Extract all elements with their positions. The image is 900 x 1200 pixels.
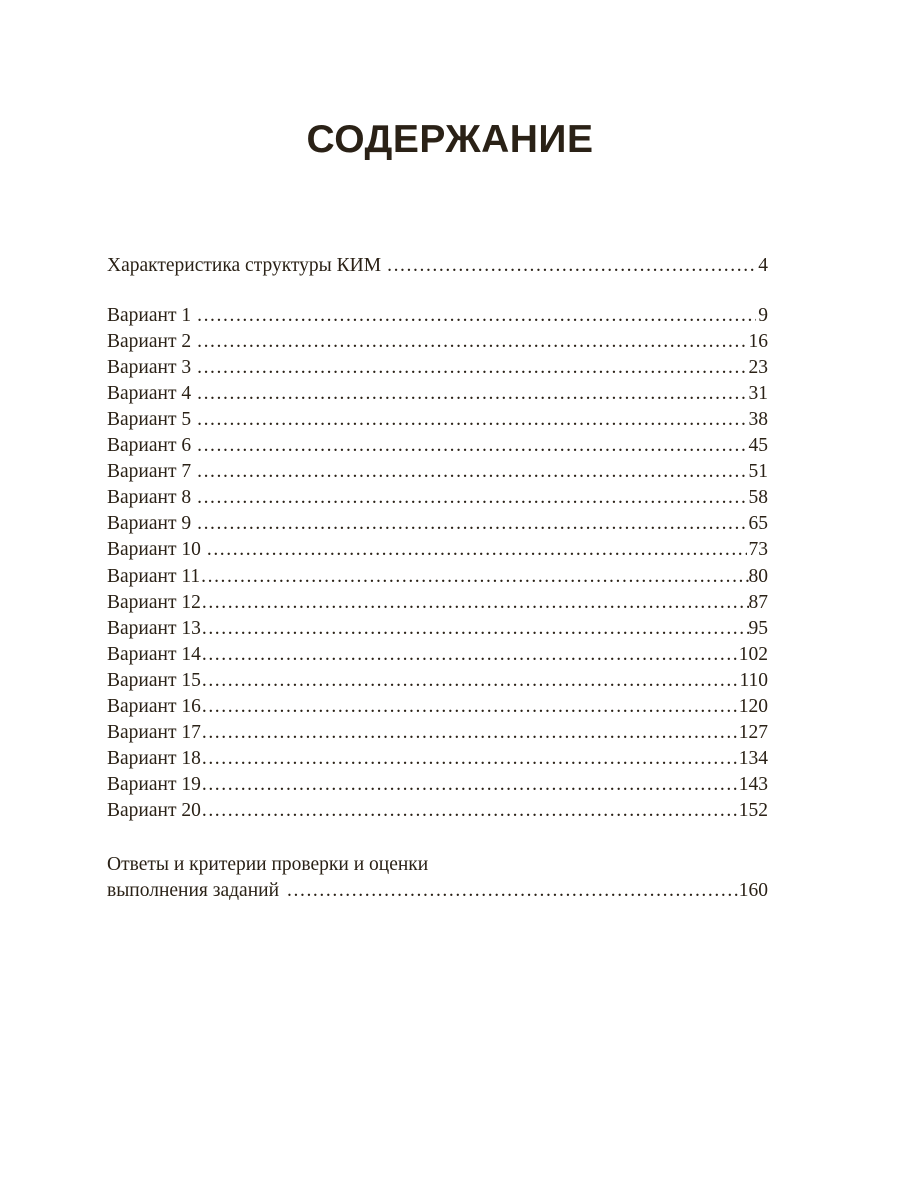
toc-entry-variant-9[interactable] xyxy=(107,511,768,537)
toc-entry-page: 9 xyxy=(758,305,768,326)
dot-leader xyxy=(197,355,746,381)
dot-leader xyxy=(202,694,739,720)
toc-entry-page: 16 xyxy=(748,331,768,352)
toc-entry-variant-14[interactable] xyxy=(107,642,768,668)
toc-entry-variant-17[interactable] xyxy=(107,720,768,746)
dot-leader xyxy=(197,381,746,407)
dot-leader xyxy=(202,772,739,798)
toc-entry-label: Вариант 3 xyxy=(107,357,192,378)
toc-entry-variant-4[interactable] xyxy=(107,381,768,407)
toc-entry-page: 80 xyxy=(748,566,768,587)
toc-entry-variant-15[interactable] xyxy=(107,668,768,694)
toc-entry-page: 120 xyxy=(738,696,768,717)
dot-leader xyxy=(197,303,756,329)
toc-entry-variant-1[interactable] xyxy=(107,303,768,329)
toc-entry-page: 110 xyxy=(739,670,768,691)
dot-leader xyxy=(202,746,739,772)
toc-entry-page: 143 xyxy=(738,774,768,795)
toc-entry-variant-8[interactable] xyxy=(107,485,768,511)
toc-entry-label: Вариант 11 xyxy=(107,566,201,587)
toc-entry-variant-19[interactable] xyxy=(107,772,768,798)
toc-entry-variant-18[interactable] xyxy=(107,746,768,772)
dot-leader xyxy=(197,329,746,355)
toc-entry-answers[interactable] xyxy=(107,878,768,904)
toc-entry-label: Вариант 18 xyxy=(107,748,201,769)
toc-entry-page: 102 xyxy=(738,644,768,665)
toc-entry-kim-structure[interactable] xyxy=(107,253,768,279)
toc-entry-variant-5[interactable] xyxy=(107,407,768,433)
toc-entry-variant-10[interactable] xyxy=(107,537,768,563)
toc-entry-label: Вариант 16 xyxy=(107,696,201,717)
toc-entry-label: Вариант 10 xyxy=(107,539,201,560)
dot-leader xyxy=(202,642,739,668)
toc-entry-label: Вариант 20 xyxy=(107,800,201,821)
toc-entry-label: Вариант 4 xyxy=(107,383,192,404)
toc-entry-label: Вариант 12 xyxy=(107,592,201,613)
dot-leader xyxy=(197,407,746,433)
toc-entry-page: 4 xyxy=(758,255,768,276)
toc-entry-label: Вариант 15 xyxy=(107,670,201,691)
toc-entry-page: 134 xyxy=(738,748,768,769)
toc-entry-label: Вариант 7 xyxy=(107,461,192,482)
toc-entry-label: Характеристика структуры КИМ xyxy=(107,255,382,276)
dot-leader xyxy=(202,668,740,694)
dot-leader xyxy=(202,720,739,746)
toc-entry-variant-6[interactable] xyxy=(107,433,768,459)
dot-leader xyxy=(197,433,746,459)
toc-entry-variant-16[interactable] xyxy=(107,694,768,720)
toc-entry-page: 160 xyxy=(738,880,768,901)
toc-entry-label: Вариант 5 xyxy=(107,409,192,430)
table-of-contents xyxy=(107,0,768,1200)
toc-entry-label: Вариант 1 xyxy=(107,305,192,326)
dot-leader xyxy=(202,798,739,824)
toc-entry-page: 127 xyxy=(738,722,768,743)
toc-entry-label: Вариант 14 xyxy=(107,644,201,665)
toc-entry-label: Вариант 6 xyxy=(107,435,192,456)
toc-entry-page: 95 xyxy=(748,618,768,639)
toc-entry-variant-3[interactable] xyxy=(107,355,768,381)
page-title: СОДЕРЖАНИЕ xyxy=(306,118,594,161)
toc-entry-label: Вариант 9 xyxy=(107,513,192,534)
toc-entry-label: Вариант 8 xyxy=(107,487,192,508)
toc-entry-variant-2[interactable] xyxy=(107,329,768,355)
dot-leader xyxy=(202,590,749,616)
toc-entry-page: 73 xyxy=(748,539,768,560)
toc-entry-label: Вариант 17 xyxy=(107,722,201,743)
toc-entry-label: выполнения заданий xyxy=(107,880,280,901)
dot-leader xyxy=(202,616,749,642)
toc-entry-page: 58 xyxy=(748,487,768,508)
toc-entry-label: Вариант 19 xyxy=(107,774,201,795)
dot-leader xyxy=(197,485,746,511)
dot-leader xyxy=(197,511,746,537)
dot-leader xyxy=(387,253,756,279)
toc-entry-variant-12[interactable] xyxy=(107,590,768,616)
dot-leader xyxy=(197,459,746,485)
toc-entry-page: 45 xyxy=(748,435,768,456)
toc-entry-page: 87 xyxy=(748,592,768,613)
toc-entry-label: Вариант 13 xyxy=(107,618,201,639)
toc-entry-variant-11[interactable] xyxy=(107,564,768,590)
toc-entry-page: 23 xyxy=(748,357,768,378)
dot-leader xyxy=(201,564,748,590)
toc-entry-page: 51 xyxy=(748,461,768,482)
toc-entry-page: 152 xyxy=(738,800,768,821)
toc-entry-variant-13[interactable] xyxy=(107,616,768,642)
toc-entry-answers-line1: Ответы и критерии проверки и оценки xyxy=(107,854,429,875)
toc-entry-variant-20[interactable] xyxy=(107,798,768,824)
toc-entry-page: 38 xyxy=(748,409,768,430)
toc-entry-label: Вариант 2 xyxy=(107,331,192,352)
toc-entry-variant-7[interactable] xyxy=(107,459,768,485)
toc-entry-page: 65 xyxy=(748,513,768,534)
toc-entry-page: 31 xyxy=(748,383,768,404)
dot-leader xyxy=(287,878,739,904)
dot-leader xyxy=(207,537,747,563)
